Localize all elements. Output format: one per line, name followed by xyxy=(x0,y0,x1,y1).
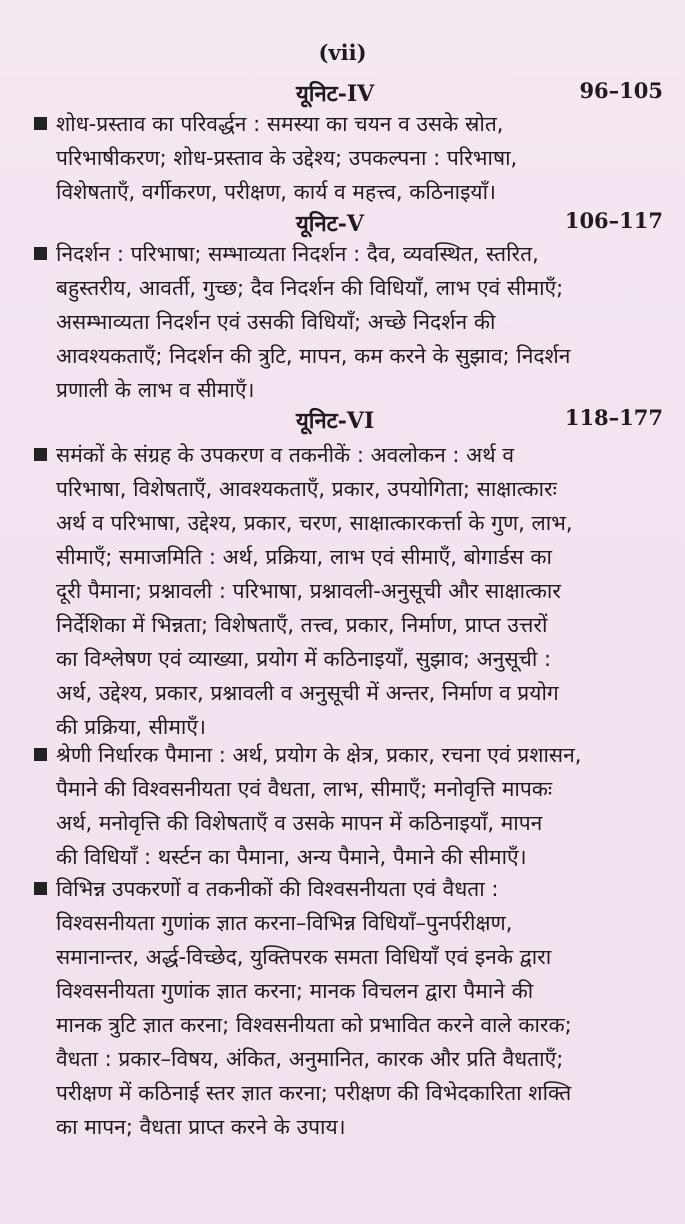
item-line: सीमाएँ; समाजमिति : अर्थ, प्रक्रिया, लाभ एवं सीमाएँ, बोगार्डस का xyxy=(56,545,552,569)
item-line: परिभाषीकरण; शोध-प्रस्ताव के उद्देश्य; उपकल्पना : परिभाषा, xyxy=(56,146,518,170)
item-line: दूरी पैमाना; प्रश्नावली : परिभाषा, प्रश्नावली-अनुसूची और साक्षात्कार xyxy=(56,579,561,603)
unit-heading xyxy=(0,208,685,240)
square-bullet-icon xyxy=(34,882,47,895)
item-line: समंकों के संग्रह के उपकरण व तकनीकें : अवलोकन : अर्थ व xyxy=(56,443,514,467)
item-line: शोध-प्रस्ताव का परिवर्द्धन : समस्या का चयन व उसके स्रोत, xyxy=(56,112,504,136)
item-line: बहुस्तरीय, आवर्ती, गुच्छ; दैव निदर्शन की विधियाँ, लाभ एवं सीमाएँ; xyxy=(56,276,564,300)
item-line: विशेषताएँ, वर्गीकरण, परीक्षण, कार्य व महत्त्व, कठिनाइयाँ। xyxy=(56,180,497,204)
item-line: अर्थ, मनोवृत्ति की विशेषताएँ व उसके मापन में कठिनाइयाँ, मापन xyxy=(56,811,543,835)
unit-title: यूनिट-V xyxy=(296,211,364,237)
square-bullet-icon xyxy=(34,448,47,461)
item-line: की विधियाँ : थर्स्टन का पैमाना, अन्य पैमाने, पैमाने की सीमाएँ। xyxy=(56,845,527,869)
item-line: वैधता : प्रकार–विषय, अंकित, अनुमानित, कारक और प्रति वैधताएँ; xyxy=(56,1047,564,1071)
item-line: विश्वसनीयता गुणांक ज्ञात करना–विभिन्न विधियाँ–पुनर्परीक्षण, xyxy=(56,911,513,935)
item-line: अर्थ, उद्देश्य, प्रकार, प्रश्नावली व अनुसूची में अन्तर, निर्माण व प्रयोग xyxy=(56,681,559,705)
item-line: आवश्यकताएँ; निदर्शन की त्रुटि, मापन, कम करने के सुझाव; निदर्शन xyxy=(56,344,571,368)
item-line: समानान्तर, अर्द्ध-विच्छेद, युक्तिपरक समता विधियाँ एवं इनके द्वारा xyxy=(56,945,552,969)
unit-heading xyxy=(0,78,685,110)
item-line: निदर्शन : परिभाषा; सम्भाव्यता निदर्शन : दैव, व्यवस्थित, स्तरित, xyxy=(56,242,539,266)
item-line: की प्रक्रिया, सीमाएँ। xyxy=(56,715,206,739)
item-line: निर्देशिका में भिन्नता; विशेषताएँ, तत्त्व, प्रकार, निर्माण, प्राप्त उत्तरों xyxy=(56,613,548,637)
syllabus-item xyxy=(30,738,644,874)
syllabus-item xyxy=(30,438,644,744)
square-bullet-icon xyxy=(34,117,47,130)
item-line: पैमाने की विश्वसनीयता एवं वैधता, लाभ, सीमाएँ; मनोवृत्ति मापकः xyxy=(56,777,553,801)
unit-title: यूनिट-VI xyxy=(296,408,375,434)
unit-page-range: 96–105 xyxy=(579,78,663,103)
unit-title: यूनिट-IV xyxy=(296,81,375,107)
item-line: विभिन्न उपकरणों व तकनीकों की विश्वसनीयता एवं वैधता : xyxy=(56,877,499,901)
item-line: अर्थ व परिभाषा, उद्देश्य, प्रकार, चरण, साक्षात्कारकर्त्ता के गुण, लाभ, xyxy=(56,511,573,535)
unit-page-range: 106–117 xyxy=(564,208,663,233)
item-line: परिभाषा, विशेषताएँ, आवश्यकताएँ, प्रकार, उपयोगिता; साक्षात्कारः xyxy=(56,477,557,501)
square-bullet-icon xyxy=(34,247,47,260)
square-bullet-icon xyxy=(34,748,47,761)
item-line: श्रेणी निर्धारक पैमाना : अर्थ, प्रयोग के क्षेत्र, प्रकार, रचना एवं प्रशासन, xyxy=(56,743,582,767)
item-line: विश्वसनीयता गुणांक ज्ञात करना; मानक विचलन द्वारा पैमाने की xyxy=(56,979,534,1003)
item-line: परीक्षण में कठिनाई स्तर ज्ञात करना; परीक्षण की विभेदकारिता शक्ति xyxy=(56,1081,572,1105)
item-line: मानक त्रुटि ज्ञात करना; विश्वसनीयता को प्रभावित करने वाले कारक; xyxy=(56,1013,572,1037)
syllabus-item xyxy=(30,107,644,209)
page-number: (vii) xyxy=(318,40,367,65)
item-line: असम्भाव्यता निदर्शन एवं उसकी विधियाँ; अच्छे निदर्शन की xyxy=(56,310,496,334)
item-line: प्रणाली के लाभ व सीमाएँ। xyxy=(56,378,255,402)
unit-heading xyxy=(0,405,685,437)
item-line: का मापन; वैधता प्राप्त करने के उपाय। xyxy=(56,1115,346,1139)
unit-page-range: 118–177 xyxy=(564,405,663,430)
syllabus-item xyxy=(30,872,644,1144)
syllabus-item xyxy=(30,237,644,407)
item-line: का विश्लेषण एवं व्याख्या, प्रयोग में कठिनाइयाँ, सुझाव; अनुसूची : xyxy=(56,647,552,671)
